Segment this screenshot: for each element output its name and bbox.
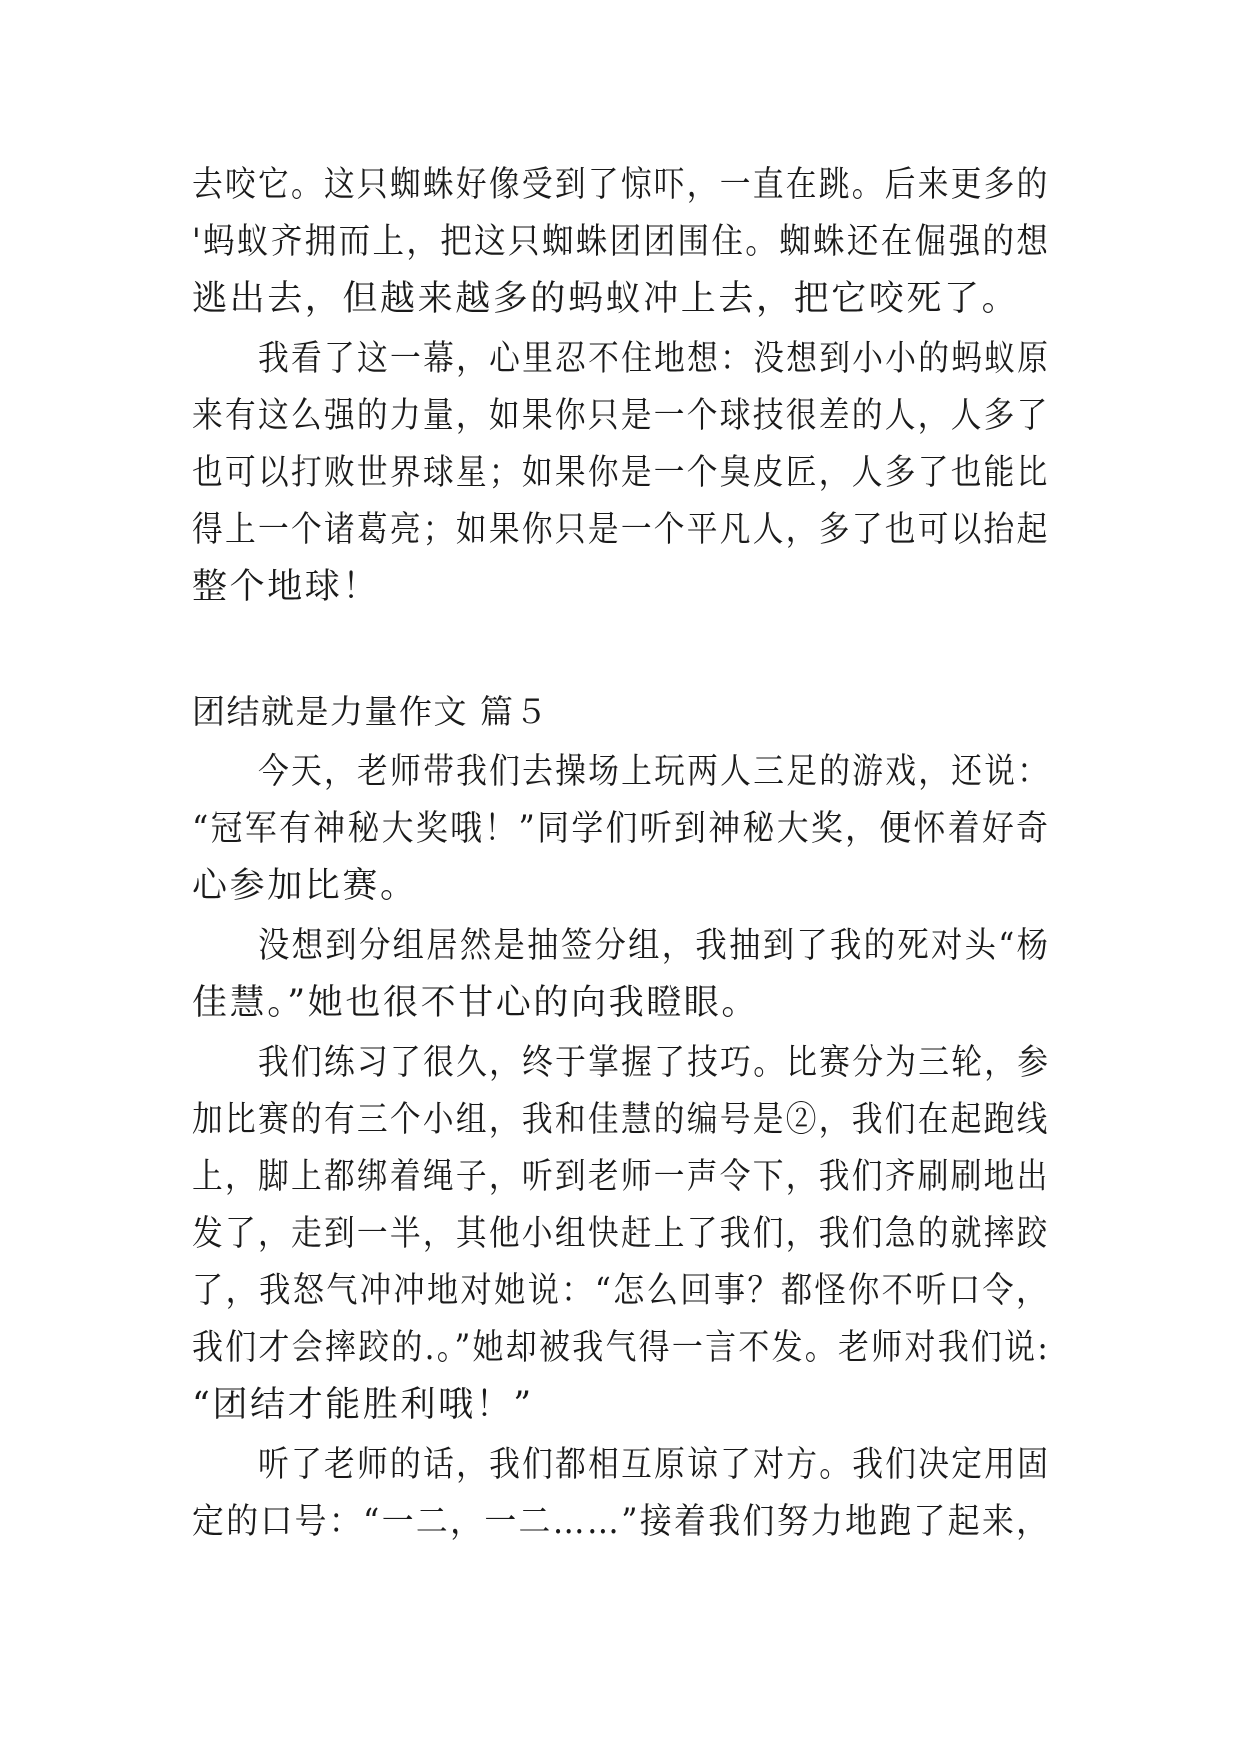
paragraph-line: 心参加比赛。 [192, 866, 418, 906]
paragraph-line: 我们才会摔跤的.。”她却被我气得一言不发。老师对我们说: [192, 1328, 1051, 1368]
paragraph-line: 了，我怒气冲冲地对她说：“怎么回事？都怪你不听口令， [192, 1271, 1050, 1311]
section-heading: 团结就是力量作文 篇５ [192, 692, 549, 731]
paragraph-line: “冠军有神秘大奖哦！”同学们听到神秘大奖，便怀着好奇 [192, 809, 1051, 849]
paragraph-line: 佳慧。”她也很不甘心的向我瞪眼。 [192, 983, 759, 1023]
paragraph-line: 我看了这一幕，心里忍不住地想：没想到小小的蚂蚁原 [258, 339, 1051, 379]
paragraph-line: 整个地球！ [192, 567, 381, 607]
paragraph-line: '蚂蚁齐拥而上，把这只蜘蛛团团围住。蜘蛛还在倔强的想 [192, 222, 1051, 262]
paragraph-line: 发了，走到一半，其他小组快赶上了我们，我们急的就摔跤 [192, 1214, 1050, 1254]
paragraph-line: 上，脚上都绑着绳子，听到老师一声令下，我们齐刷刷地出 [192, 1157, 1050, 1197]
paragraph-line: 加比赛的有三个小组，我和佳慧的编号是②，我们在起跑线 [192, 1100, 1050, 1140]
paragraph-line: 也可以打败世界球星；如果你是一个臭皮匠，人多了也能比 [192, 453, 1050, 493]
paragraph-line: 得上一个诸葛亮；如果你只是一个平凡人，多了也可以抬起 [192, 510, 1050, 550]
paragraph-line: 今天，老师带我们去操场上玩两人三足的游戏，还说： [258, 752, 1051, 792]
paragraph-line: 定的口号：“一二，一二……”接着我们努力地跑了起来， [192, 1502, 1051, 1542]
paragraph-line: 去咬它。这只蜘蛛好像受到了惊吓，一直在跳。后来更多的 [192, 165, 1050, 205]
paragraph-line: 来有这么强的力量，如果你只是一个球技很差的人，人多了 [192, 396, 1050, 436]
paragraph-line: 没想到分组居然是抽签分组，我抽到了我的死对头“杨 [258, 926, 1051, 966]
paragraph-line: “团结才能胜利哦！” [192, 1385, 534, 1425]
paragraph-line: 我们练习了很久，终于掌握了技巧。比赛分为三轮，参 [258, 1043, 1051, 1083]
paragraph-line: 逃出去，但越来越多的蚂蚁冲上去，把它咬死了。 [192, 279, 1020, 319]
paragraph-line: 听了老师的话，我们都相互原谅了对方。我们决定用固 [258, 1445, 1051, 1485]
